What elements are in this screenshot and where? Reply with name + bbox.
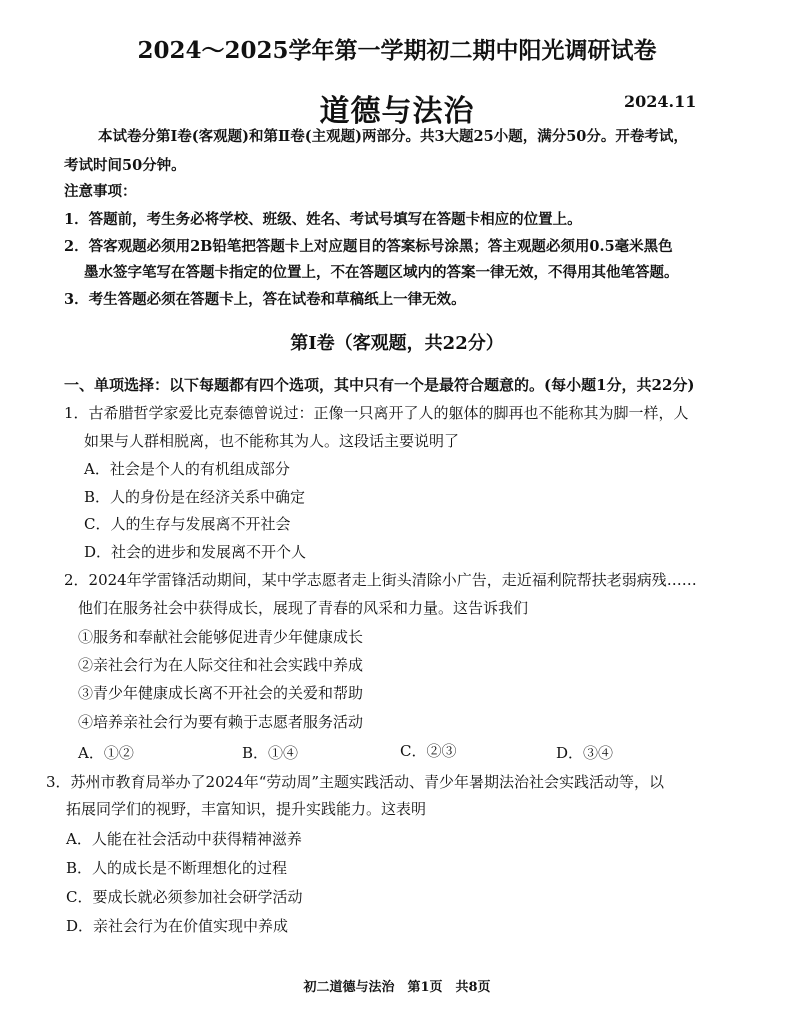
note-item-3: 3．考生答题必须在答题卡上，答在试卷和草稿纸上一律无效。 <box>64 291 466 308</box>
section-instruction: 一、单项选择：以下每题都有四个选项，其中只有一个是最符合题意的。(每小题1分，共22分) <box>64 376 695 394</box>
intro-line-1: 本试卷分第Ⅰ卷(客观题)和第Ⅱ卷(主观题)两部分。共3大题25小题，满分50分。开卷考试， <box>98 128 688 145</box>
q2-statement-3: ③青少年健康成长离不开社会的关爱和帮助 <box>78 684 364 702</box>
note-item-1: 1．答题前，考生务必将学校、班级、姓名、考试号填写在答题卡相应的位置上。 <box>64 211 582 228</box>
q1-option-c: C．人的生存与发展离不开社会 <box>84 515 291 533</box>
q3-stem-line-2: 拓展同学们的视野，丰富知识，提升实践能力。这表明 <box>66 800 427 818</box>
note-item-2-line-1: 2．答客观题必须用2B铅笔把答题卡上对应题目的答案标号涂黑；答主观题必须用0.5毫米黑色 <box>64 238 673 255</box>
q1-option-a: A．社会是个人的有机组成部分 <box>84 460 290 478</box>
q3-option-b: B．人的成长是不断理想化的过程 <box>66 859 288 877</box>
q1-stem-line-2: 如果与人群相脱离，也不能称其为人。这段话主要说明了 <box>84 432 460 450</box>
q3-option-a: A．人能在社会活动中获得精神滋养 <box>66 830 302 848</box>
q3-stem-line-1: 3．苏州市教育局举办了2024年“劳动周”主题实践活动、青少年暑期法治社会实践活动等，以 <box>46 773 665 791</box>
q3-option-c: C．要成长就必须参加社会研学活动 <box>66 888 303 906</box>
q1-option-b: B．人的身份是在经济关系中确定 <box>84 488 306 506</box>
exam-title: 2024～2025学年第一学期初二期中阳光调研试卷 <box>137 37 657 64</box>
q2-option-b: B．①④ <box>242 744 299 762</box>
intro-line-2: 考试时间50分钟。 <box>64 157 186 174</box>
subject-title: 道德与法治 <box>319 94 475 129</box>
section-title: 第Ⅰ卷（客观题，共22分） <box>290 333 504 354</box>
q1-stem-line-1: 1．古希腊哲学家爱比克泰德曾说过：正像一只离开了人的躯体的脚再也不能称其为脚一样，人 <box>64 404 689 422</box>
q2-option-a: A．①② <box>78 744 134 762</box>
q3-option-d: D．亲社会行为在价值实现中养成 <box>66 917 289 935</box>
q1-option-d: D．社会的进步和发展离不开个人 <box>84 543 307 561</box>
exam-date: 2024.11 <box>624 92 697 111</box>
note-item-2-line-2: 墨水签字笔写在答题卡指定的位置上，不在答题区域内的答案一律无效，不得用其他笔答题。 <box>84 264 679 281</box>
q2-statement-2: ②亲社会行为在人际交往和社会实践中养成 <box>78 656 364 674</box>
q2-option-c: C．②③ <box>400 742 457 760</box>
notes-heading: 注意事项： <box>64 183 137 200</box>
q2-stem-line-1: 2．2024年学雷锋活动期间，某中学志愿者走上街头清除小广告，走近福利院帮扶老弱病残…… <box>64 571 697 589</box>
q2-statement-4: ④培养亲社会行为要有赖于志愿者服务活动 <box>78 713 364 731</box>
q2-option-d: D．③④ <box>556 744 614 762</box>
q2-statement-1: ①服务和奉献社会能够促进青少年健康成长 <box>78 628 364 646</box>
q2-stem-line-2: 他们在服务社会中获得成长，展现了青春的风采和力量。这告诉我们 <box>78 599 529 617</box>
page-footer: 初二道德与法治 第1页 共8页 <box>303 980 491 995</box>
